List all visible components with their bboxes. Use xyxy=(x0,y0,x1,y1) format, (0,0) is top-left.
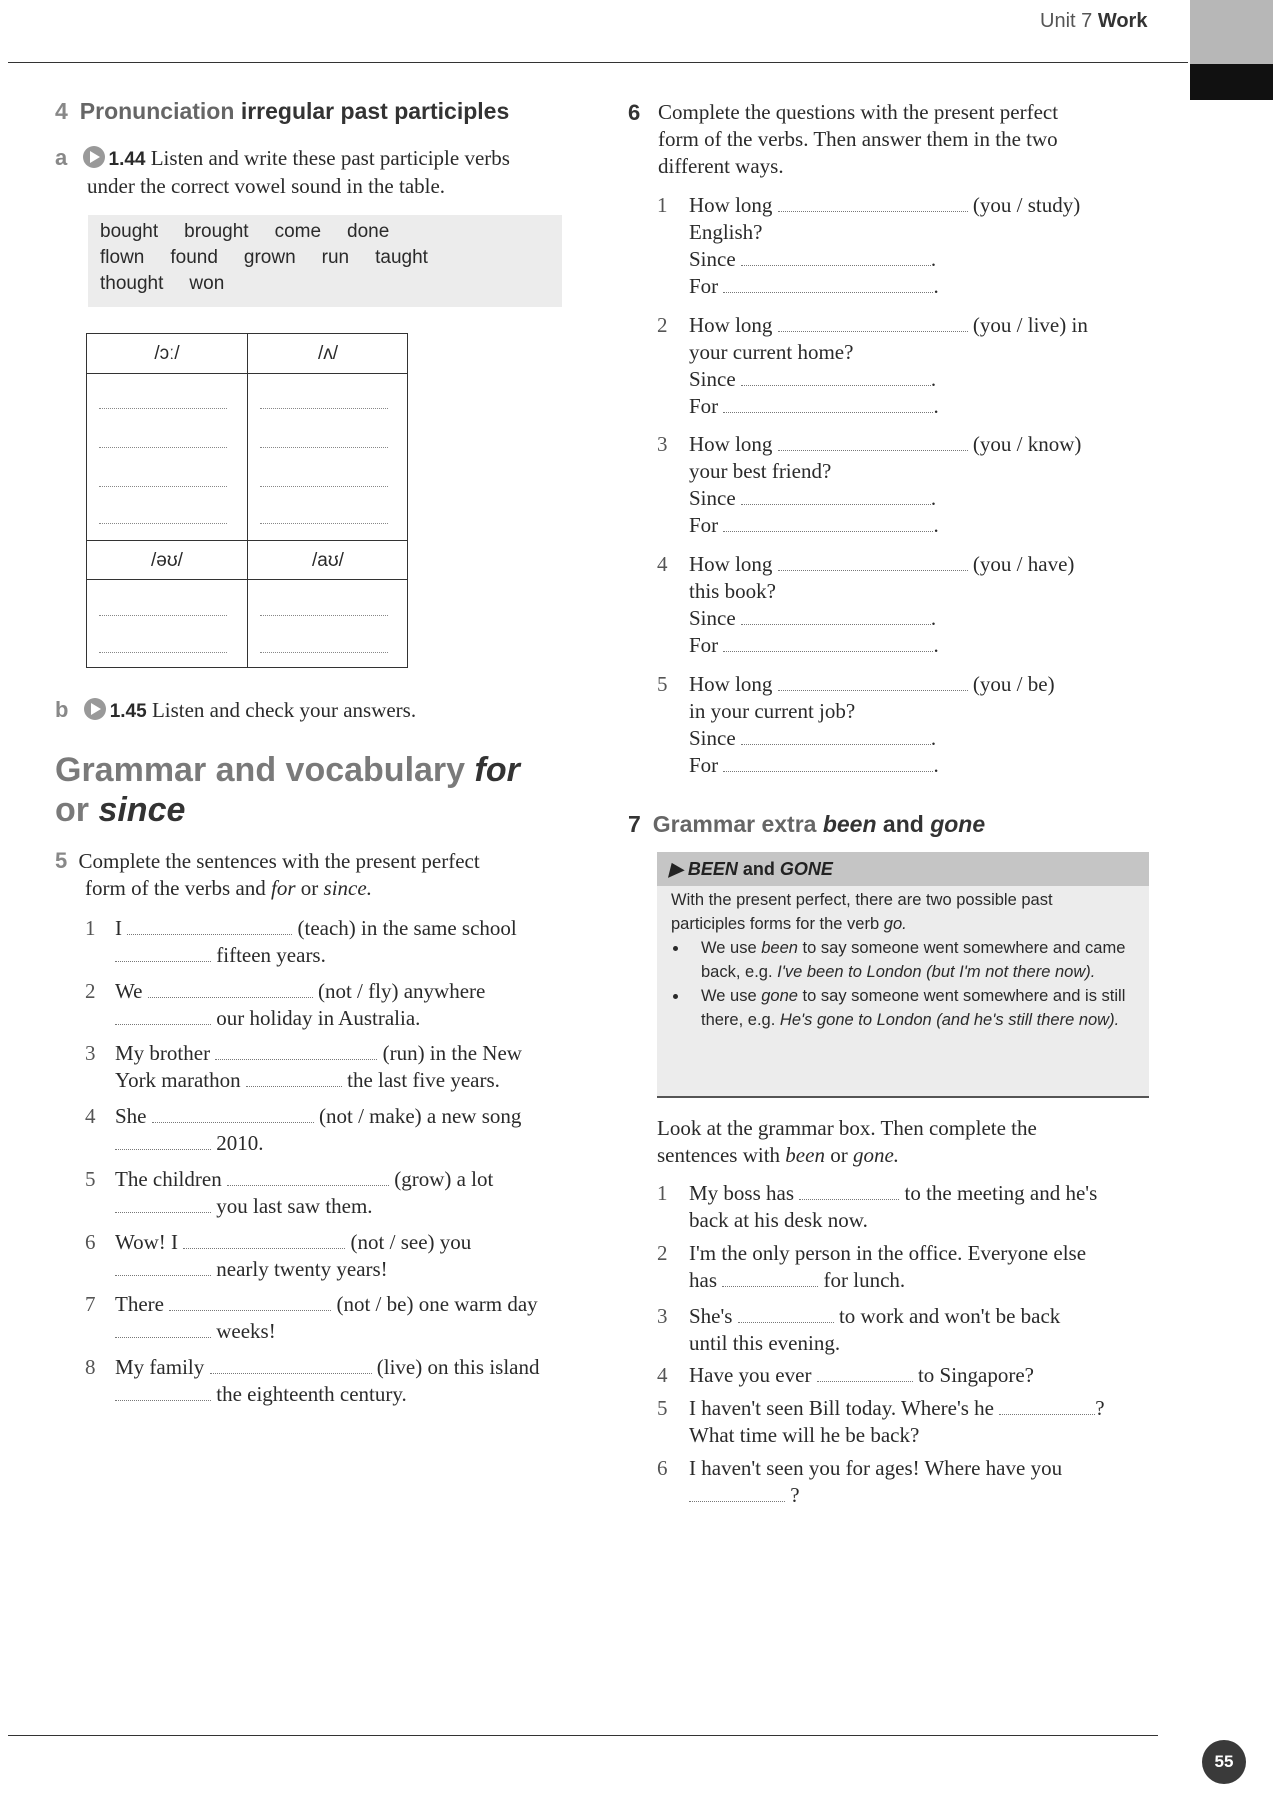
for-label: For xyxy=(689,753,719,777)
item-text: has xyxy=(689,1268,717,1292)
period: . xyxy=(933,274,939,298)
ex4b-instruction xyxy=(55,696,416,725)
vowel-table xyxy=(86,333,408,668)
bullet-text: to say someone went somewhere and xyxy=(802,939,1081,957)
item-text: We xyxy=(115,979,143,1003)
answer-blank[interactable] xyxy=(115,1382,211,1401)
bullet-example: He's gone to London (and he's still xyxy=(779,1011,1033,1029)
item-number: 6 xyxy=(85,1230,96,1254)
ex4-title-a: Pronunciation xyxy=(79,98,235,124)
for-label: For xyxy=(689,633,719,657)
for-label: For xyxy=(689,513,719,537)
bullet-text: We use xyxy=(701,987,757,1005)
period: . xyxy=(930,486,937,510)
since-label: Since xyxy=(689,367,736,391)
item-text: back at his desk now. xyxy=(689,1208,868,1232)
answer-blank[interactable] xyxy=(148,979,313,998)
period: . xyxy=(933,394,939,418)
ex7-item xyxy=(657,1455,1167,1509)
item-text: ? xyxy=(790,1483,800,1507)
item-text: in your current job? xyxy=(689,699,856,723)
item-number: 8 xyxy=(85,1355,96,1379)
ex6-item xyxy=(657,551,1157,659)
answer-line[interactable] xyxy=(99,486,227,487)
ex5-item xyxy=(85,1103,605,1157)
answer-blank[interactable] xyxy=(115,1194,211,1213)
answer-line[interactable] xyxy=(260,652,388,653)
grammar-box xyxy=(657,852,1149,1098)
period: . xyxy=(933,513,939,537)
period: . xyxy=(930,606,937,630)
item-text: I haven't seen Bill today. Where's he xyxy=(689,1396,994,1420)
ex6-number: 6 xyxy=(628,100,641,125)
word: done xyxy=(347,221,390,242)
item-text: (not / see) you xyxy=(350,1230,472,1254)
ex7-item xyxy=(657,1362,1167,1389)
ex6-instr1: Complete the questions with the present perfect xyxy=(658,100,1059,124)
bullet-text: We use xyxy=(701,939,757,957)
answer-blank[interactable] xyxy=(127,916,292,935)
answer-blank[interactable] xyxy=(115,1131,211,1150)
ex5-instr2d: since. xyxy=(323,876,372,900)
answer-blank[interactable] xyxy=(210,1355,372,1374)
unit-label: Unit 7 xyxy=(1040,10,1093,32)
period: . xyxy=(930,726,937,750)
item-text: (not / fly) anywhere xyxy=(317,979,486,1003)
ex5-item xyxy=(85,1291,605,1345)
answer-blank[interactable] xyxy=(741,486,931,505)
item-text: this book? xyxy=(689,579,776,603)
ex7-title-a: Grammar extra xyxy=(652,811,817,837)
item-number: 4 xyxy=(657,552,668,576)
ex7-item xyxy=(657,1395,1167,1449)
ex6-item xyxy=(657,312,1157,420)
answer-line[interactable] xyxy=(260,523,388,524)
answer-line[interactable] xyxy=(99,408,227,409)
ex5-number: 5 xyxy=(55,848,68,873)
grammar-box-and: and xyxy=(742,859,775,879)
answer-blank[interactable] xyxy=(778,193,968,212)
ex5-item xyxy=(85,1354,605,1408)
item-text: I'm the only person in the office. Everyone else xyxy=(689,1241,1087,1265)
since-label: Since xyxy=(689,247,736,271)
ex5-instr2c: or xyxy=(300,876,319,900)
item-number: 6 xyxy=(657,1456,668,1480)
ex5-item xyxy=(85,978,605,1032)
ex6-item xyxy=(657,192,1157,300)
item-number: 1 xyxy=(85,916,96,940)
item-text: (teach) in the same school xyxy=(297,916,517,940)
word: brought xyxy=(184,221,249,242)
word: run xyxy=(321,247,350,268)
since-label: Since xyxy=(689,486,736,510)
item-number: 1 xyxy=(657,193,668,217)
section-heading-line2 xyxy=(55,790,185,830)
answer-line[interactable] xyxy=(260,486,388,487)
item-text: (run) in the New xyxy=(382,1041,522,1065)
item-number: 5 xyxy=(85,1167,96,1191)
item-number: 1 xyxy=(657,1181,668,1205)
item-number: 5 xyxy=(657,1396,668,1420)
since-label: Since xyxy=(689,726,736,750)
item-verb: (you / be) xyxy=(972,672,1055,696)
item-text: nearly twenty years! xyxy=(216,1257,388,1281)
item-text: your best friend? xyxy=(689,459,832,483)
item-text: How long xyxy=(689,193,773,217)
item-text: English? xyxy=(689,220,763,244)
word: flown xyxy=(100,247,145,268)
item-text: the last five years. xyxy=(347,1068,500,1092)
item-text: ? xyxy=(1095,1396,1105,1420)
item-text: (grow) a lot xyxy=(394,1167,494,1191)
item-text: The children xyxy=(115,1167,222,1191)
answer-line[interactable] xyxy=(260,447,388,448)
item-text: (live) on this island xyxy=(376,1355,540,1379)
answer-blank[interactable] xyxy=(227,1167,389,1186)
item-text: There xyxy=(115,1292,164,1316)
corner-tab-grey xyxy=(1190,0,1273,64)
item-number: 4 xyxy=(657,1363,668,1387)
ex7-heading xyxy=(628,811,985,838)
answer-blank[interactable] xyxy=(115,1319,211,1338)
answer-line[interactable] xyxy=(260,408,388,409)
item-text: to work and won't be back xyxy=(838,1304,1061,1328)
item-text: Have you ever xyxy=(689,1363,812,1387)
ex4b-track: 1.45 xyxy=(109,701,147,722)
word-box xyxy=(88,215,562,307)
item-verb: (you / know) xyxy=(972,432,1082,456)
ex7-title-gone: gone xyxy=(930,811,986,837)
ex5-instruction xyxy=(55,847,595,902)
item-text: our holiday in Australia. xyxy=(216,1006,421,1030)
bullet-example: there now). xyxy=(1036,1011,1120,1029)
ex7-item xyxy=(657,1240,1167,1294)
answer-blank[interactable] xyxy=(741,247,931,266)
answer-line[interactable] xyxy=(99,652,227,653)
answer-blank[interactable] xyxy=(723,394,933,413)
grammar-bullet xyxy=(689,984,1137,1032)
ex7-title-been: been xyxy=(822,811,877,837)
item-text: My brother xyxy=(115,1041,211,1065)
grammar-box-gone: GONE xyxy=(779,859,833,879)
item-text: My boss has xyxy=(689,1181,795,1205)
table-header: /əʊ/ xyxy=(87,540,247,580)
word: thought xyxy=(100,273,164,294)
ex4-number: 4 xyxy=(55,98,68,124)
item-number: 5 xyxy=(657,672,668,696)
item-text: fifteen years. xyxy=(216,943,326,967)
item-number: 3 xyxy=(85,1041,96,1065)
item-text: until this evening. xyxy=(689,1331,841,1355)
ex5-instr2b: for xyxy=(271,876,296,900)
ex5-item xyxy=(85,1040,605,1094)
bullet-text: came back, e.g. xyxy=(701,939,1126,981)
table-header: /ɔː/ xyxy=(87,334,247,374)
answer-blank[interactable] xyxy=(169,1292,331,1311)
ex7-instr2d: gone. xyxy=(852,1143,900,1167)
grammar-box-intro1: With the present perfect, there are two possible past xyxy=(671,891,1053,909)
bullet-example: I've been to London (but I'm not xyxy=(777,963,1009,981)
answer-blank[interactable] xyxy=(723,274,933,293)
bullet-text: been xyxy=(761,939,798,957)
answer-blank[interactable] xyxy=(741,726,931,745)
answer-blank[interactable] xyxy=(778,432,968,451)
ex6-instruction xyxy=(628,99,1148,180)
ex7-instr1: Look at the grammar box. Then complete the xyxy=(657,1116,1037,1140)
answer-line[interactable] xyxy=(99,615,227,616)
table-divider xyxy=(247,334,248,667)
word: taught xyxy=(375,247,428,268)
unit-header xyxy=(1040,10,1147,33)
gv-heading-since: since xyxy=(98,791,186,829)
ex5-item xyxy=(85,1166,605,1220)
item-number: 3 xyxy=(657,1304,668,1328)
item-verb: (you / live) in xyxy=(972,313,1088,337)
period: . xyxy=(930,247,937,271)
ex7-title-and: and xyxy=(882,811,924,837)
item-text: How long xyxy=(689,313,773,337)
bullet-example: there now). xyxy=(1012,963,1096,981)
ex7-item xyxy=(657,1303,1167,1357)
grammar-box-been: BEEN xyxy=(687,859,738,879)
word: found xyxy=(170,247,218,268)
ex5-instr1: Complete the sentences with the present perfect xyxy=(78,849,480,873)
answer-blank[interactable] xyxy=(999,1396,1095,1415)
item-number: 7 xyxy=(85,1292,96,1316)
audio-icon[interactable] xyxy=(84,698,106,720)
item-text: to the meeting and he's xyxy=(904,1181,1098,1205)
item-text: I xyxy=(115,916,122,940)
item-number: 2 xyxy=(85,979,96,1003)
item-verb: (you / study) xyxy=(972,193,1081,217)
ex7-instr2a: sentences with xyxy=(657,1143,781,1167)
answer-blank[interactable] xyxy=(215,1041,377,1060)
answer-blank[interactable] xyxy=(741,367,931,386)
grammar-bullet xyxy=(689,936,1137,984)
ex4a-letter: a xyxy=(55,145,68,170)
for-label: For xyxy=(689,394,719,418)
audio-icon[interactable] xyxy=(83,146,105,168)
item-text: the eighteenth century. xyxy=(216,1382,407,1406)
answer-blank[interactable] xyxy=(723,513,933,532)
item-text: How long xyxy=(689,672,773,696)
period: . xyxy=(933,753,939,777)
ex6-item xyxy=(657,671,1157,779)
answer-line[interactable] xyxy=(99,447,227,448)
corner-tab-black xyxy=(1190,64,1273,100)
grammar-box-intro2b: go. xyxy=(883,915,907,933)
ex4b-letter: b xyxy=(55,697,69,722)
item-text: My family xyxy=(115,1355,205,1379)
table-header: /ʌ/ xyxy=(248,334,408,374)
answer-blank[interactable] xyxy=(778,552,968,571)
ex4a-track: 1.44 xyxy=(108,149,146,170)
answer-blank[interactable] xyxy=(115,1257,211,1276)
ex6-instr3: different ways. xyxy=(658,154,784,178)
play-triangle-icon: ▶ xyxy=(669,859,683,879)
answer-blank[interactable] xyxy=(152,1104,314,1123)
answer-blank[interactable] xyxy=(722,1268,818,1287)
answer-blank[interactable] xyxy=(115,943,211,962)
item-text: you last saw them. xyxy=(216,1194,373,1218)
item-text: She's xyxy=(689,1304,733,1328)
period: . xyxy=(930,367,937,391)
answer-blank[interactable] xyxy=(723,753,933,772)
ex4b-text: Listen and check your answers. xyxy=(151,698,417,722)
grammar-box-intro2a: participles forms for the verb xyxy=(671,915,880,933)
gv-heading-for: for xyxy=(474,751,520,789)
gv-heading-or: or xyxy=(55,791,89,829)
item-text: I haven't seen you for ages! Where have you xyxy=(689,1456,1063,1480)
word: grown xyxy=(243,247,296,268)
bullet-text: gone xyxy=(761,987,798,1005)
header-rule xyxy=(8,62,1188,63)
answer-blank[interactable] xyxy=(741,606,931,625)
item-text: for lunch. xyxy=(823,1268,906,1292)
ex4a-text1: Listen and write these past participle verbs xyxy=(150,146,510,170)
item-text: How long xyxy=(689,432,773,456)
word: won xyxy=(189,273,225,294)
word: come xyxy=(274,221,322,242)
item-text: York marathon xyxy=(115,1068,241,1092)
ex5-item xyxy=(85,1229,605,1283)
ex7-item xyxy=(657,1180,1167,1234)
gv-heading-text: Grammar and vocabulary xyxy=(55,751,466,789)
page-number: 55 xyxy=(1202,1740,1246,1784)
item-number: 2 xyxy=(657,1241,668,1265)
ex7-number: 7 xyxy=(628,811,641,837)
ex7-instr2b: been xyxy=(785,1143,825,1167)
item-number: 2 xyxy=(657,313,668,337)
for-label: For xyxy=(689,274,719,298)
answer-blank[interactable] xyxy=(799,1181,899,1200)
since-label: Since xyxy=(689,606,736,630)
footer-rule xyxy=(8,1735,1158,1736)
answer-blank[interactable] xyxy=(115,1006,211,1025)
ex4-title-b: irregular past participles xyxy=(240,98,510,124)
ex6-item xyxy=(657,431,1157,539)
table-header: /aʊ/ xyxy=(248,540,408,580)
item-text: She xyxy=(115,1104,147,1128)
ex5-instr2a: form of the verbs and xyxy=(85,876,266,900)
answer-blank[interactable] xyxy=(689,1483,785,1502)
item-text: weeks! xyxy=(216,1319,276,1343)
section-heading-line1 xyxy=(55,750,520,790)
item-verb: (you / have) xyxy=(972,552,1075,576)
ex4a-instruction xyxy=(55,144,595,200)
period: . xyxy=(933,633,939,657)
ex7-instruction xyxy=(657,1115,1157,1169)
item-text: How long xyxy=(689,552,773,576)
bullet-text: is still there, e.g. xyxy=(701,987,1126,1029)
ex4a-text2: under the correct vowel sound in the table. xyxy=(87,174,446,198)
item-text: (not / be) one warm day xyxy=(336,1292,538,1316)
word: bought xyxy=(100,221,159,242)
answer-blank[interactable] xyxy=(817,1363,913,1382)
unit-topic: Work xyxy=(1097,10,1148,32)
item-number: 3 xyxy=(657,432,668,456)
grammar-box-header xyxy=(657,852,1149,886)
answer-blank[interactable] xyxy=(246,1068,342,1087)
ex5-item xyxy=(85,915,605,969)
ex7-instr2c: or xyxy=(830,1143,848,1167)
answer-line[interactable] xyxy=(260,615,388,616)
item-text: (not / make) a new song xyxy=(319,1104,522,1128)
answer-blank[interactable] xyxy=(778,313,968,332)
item-text: to Singapore? xyxy=(917,1363,1035,1387)
answer-blank[interactable] xyxy=(778,672,968,691)
item-number: 4 xyxy=(85,1104,96,1128)
ex4-heading xyxy=(55,98,509,125)
item-text: What time will he be back? xyxy=(689,1423,920,1447)
answer-blank[interactable] xyxy=(723,633,933,652)
item-text: your current home? xyxy=(689,340,854,364)
item-text: 2010. xyxy=(216,1131,264,1155)
item-text: Wow! I xyxy=(115,1230,179,1254)
answer-blank[interactable] xyxy=(738,1304,834,1323)
answer-blank[interactable] xyxy=(183,1230,345,1249)
answer-line[interactable] xyxy=(99,523,227,524)
ex6-instr2: form of the verbs. Then answer them in the two xyxy=(658,127,1058,151)
bullet-text: to say someone went somewhere and xyxy=(802,987,1081,1005)
